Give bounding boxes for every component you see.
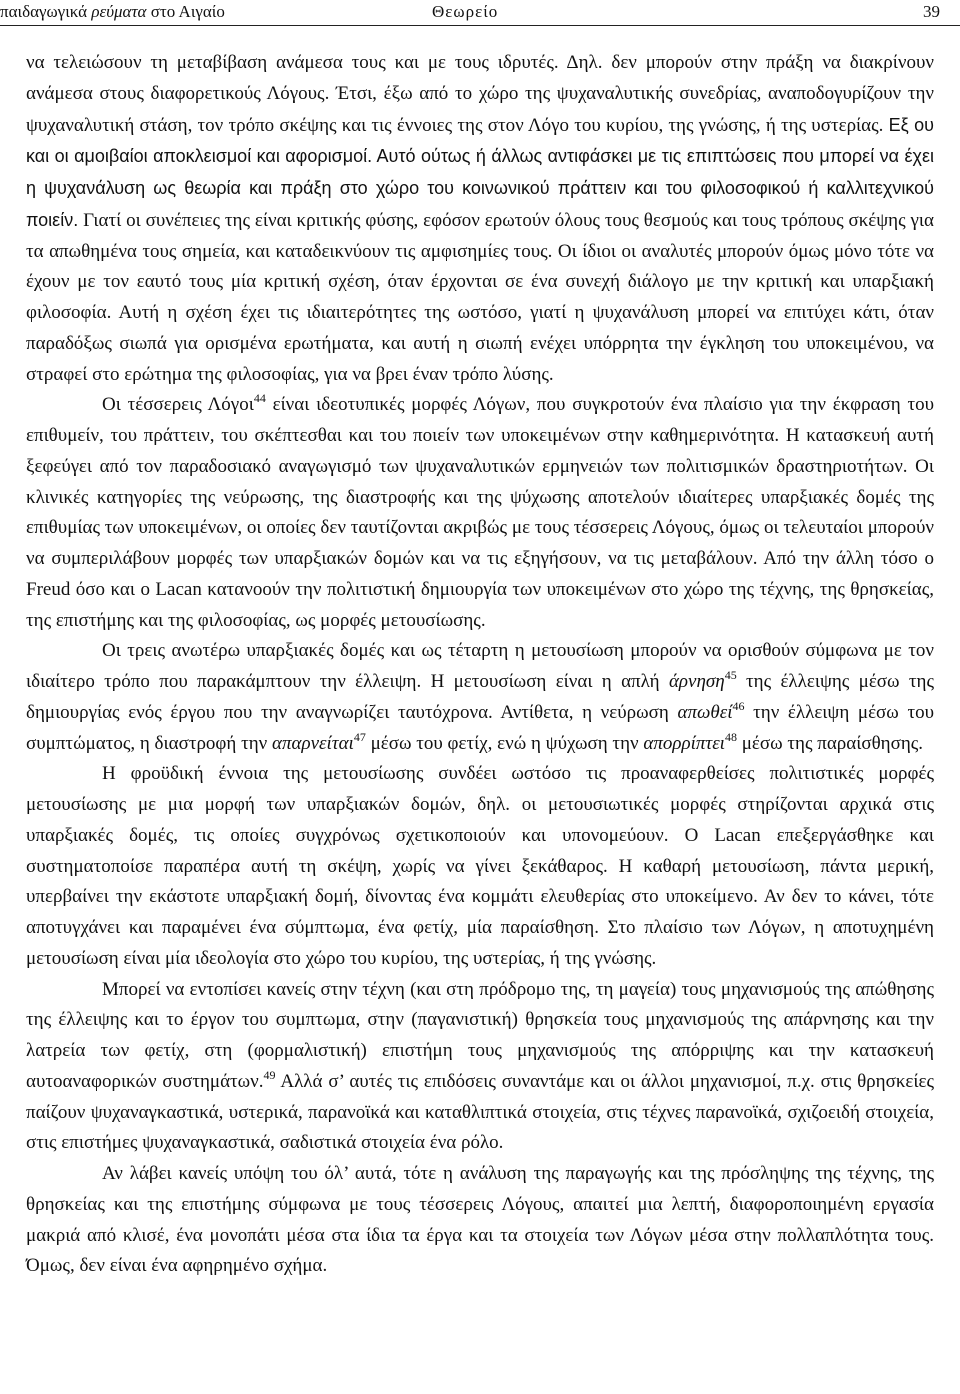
journal-title-italic: ρεύματα (91, 2, 147, 21)
paragraph-text: Οι τρεις ανωτέρω υπαρξιακές δομές και ως τέταρτη η μετουσίωση μπορούν να ορισθούν σύμφωνα με τον ιδιαίτερο τρόπο που παρακάμπτουν την έλλειψη. Η μετουσίωση είναι η απλή (26, 640, 934, 692)
footnote-ref-44[interactable]: 44 (253, 391, 266, 406)
paragraph-text: Γιατί οι συνέπειες της είναι κριτικής φύσης, εφόσον ερωτούν όλους τους θεσμούς και τους τρόπους σκέψης για τα απωθημένα τους σημεία, και καταδεικνύουν τις αμφισημίες τους. Οι ίδιοι οι αναλυτές μπορούν όμως μόνο τότε να έχουν με τον εαυτό τους μία κριτική σχέση, όταν έρχονται σε ένα συνεχή διάλογο με την κριτική και υπαρξιακή φιλοσοφία. Αυτή η σχέση έχει τις ιδιαιτερότητες της ωστόσο, γιατί η ψυχανάλυση μπορεί να επιτύχει κάτι, όταν παραδόξως σιωπά για ορισμένα ερωτήματα, και αυτή η σιωπή ενέχει υπόρρητα την έγκληση του υποκειμένου, να στραφεί στο ερώτημα της φιλοσοφίας, για να βρει έναν τρόπο λύσης. (26, 209, 934, 385)
paragraph-text: της έλλειψης μέσω της δημιουργίας ενός έργου που την αναγνωρίζει ταυτόχρονα. Αντίθετα, η νεύρωση (26, 671, 934, 723)
italic-term: απωθεί (677, 701, 733, 723)
paragraph-text: να τελειώσουν τη μεταβίβαση ανάμεσα τους και με τους ιδρυτές. Δηλ. δεν μπορούν στην πράξη να διακρίνουν ανάμεσα στους διαφορετικούς Λόγους. Έτσι, έξω από το χώρο της ψυχαναλυτικής συνεδρίας, αναποδογυρίζουν την ψυχαναλυτική στάση, τον τρόπο σκέψης και τις έννοιες της στον Λόγο του κυρίου, της γνώσης, ή της υστερίας. (26, 52, 934, 136)
journal-title (0, 0, 225, 24)
paragraph-6: Αν λάβει κανείς υπόψη του όλ’ αυτά, τότε η ανάλυση της παραγωγής και της πρόσληψης της τέχνης, της θρησκείας και της επιστήμης σύμφωνα με τους τέσσερεις Λόγους, απαιτεί μια λεπτή, διαφοροποιημένη εργασία μακριά από κλισέ, ένα μονοπάτι μέσα στα ίδια τα έργα και τα στοιχεία των Λόγων μέσα στην πολλαπλότητα τους. Όμως, δεν είναι ένα αφηρημένο σχήμα. (26, 1163, 934, 1277)
running-header (0, 0, 960, 26)
paragraph-2 (26, 390, 934, 636)
footnote-ref-47[interactable]: 47 (353, 729, 366, 744)
journal-title-part: στο Αιγαίο (146, 2, 225, 21)
footnote-ref-48[interactable]: 48 (724, 729, 737, 744)
paragraph-text: Μπορεί να εντοπίσει κανείς στην τέχνη (και στη πρόδρομο της, τη μαγεία) τους μηχανισμούς της απώθησης της έλλειψης και το έργον του συμπτωμα, στην (παγανιστική) θρησκεία τους μηχανισμούς της απάρνησης και την λατρεία των φετίχ, στη (φορμαλιστική) επιστήμη τους μηχανισμούς της απόρριψης και την κατασκευή αυτοαναφορικών συστημάτων. (26, 978, 934, 1092)
header-rule (0, 25, 960, 26)
italic-term: απαρνείται (272, 732, 354, 754)
paragraph-text: Αλλά σ’ αυτές τις επιδόσεις συναντάμε και οι άλλοι μηχανισμοί, π.χ. στις θρησκείες παίζουν ψυχαναγκαστικά, υστερικά, παρανοϊκά και καταθλιπτικά στοιχεία, στις τέχνες παρανοϊκά, σχιζοειδή στοιχεία, στις επιστήμες ψυχαναγκαστικά, σαδιστικά στοιχεία ένα ρόλο. (26, 1070, 934, 1154)
paragraph-text: μέσω της παραίσθησης. (736, 732, 924, 754)
footnote-ref-49[interactable]: 49 (263, 1067, 276, 1082)
italic-term: άρνηση (668, 671, 725, 692)
paragraph-text: Οι τέσσερεις Λόγοι (102, 394, 254, 416)
paragraph-text: την έλλειψη μέσω του συμπτώματος, η διαστροφή την (26, 701, 934, 754)
paragraph-3 (26, 636, 934, 759)
page-number: 39 (923, 2, 940, 21)
paragraph-text: μέσω του φετίχ, ενώ η ψύχωση την (365, 732, 644, 754)
footnote-ref-45[interactable]: 45 (724, 668, 737, 682)
footnote-ref-46[interactable]: 46 (732, 698, 745, 713)
paragraph-1 (26, 48, 934, 390)
section-title: Θεωρείο (432, 2, 499, 21)
body-text (26, 48, 934, 1282)
paragraph-text: είναι ιδεοτυπικές μορφές Λόγων, που συγκροτούν ένα πλαίσιο για την έκφραση του επιθυμείν, του πράττειν, του σκέπτεσθαι και του ποιείν των υποκειμένων στην καθημερινότητα. Η κατασκευή αυτή ξεφεύγει από τον παραδοσιακό αναγωγισμό των ψυχαναλυτικών ερμηνειών των πολιτισμικών δραστηριοτήτων. Οι κλινικές κατηγορίες της νεύρωσης, της διαστροφής και της ψύχωσης αποτελούν ιδιαίτερες υπαρξιακές δομές της επιθυμίας των υποκειμένων, οι οποίες δεν ταυτίζονται ακριβώς με τους τέσσερεις Λόγους, όμως οι τελευταίοι μπορούν να συμπεριλάβουν μορφές των υπαρξιακών δομών και να τις εξηγήσουν, να τις μεταβάλουν. Από την άλλη τόσο ο Freud όσο και ο Lacan κατανοούν την πολιτιστική δημιουργία των υποκειμένων στο χώρο της τέχνης, της θρησκείας, της επιστήμης και της φιλοσοφίας, ως μορφές μετουσίωσης. (26, 394, 934, 631)
paragraph-4: Η φροϋδική έννοια της μετουσίωσης συνδέει ωστόσο τις προαναφερθείσες πολιτιστικές μορφές μετουσίωσης με μια μορφή των υπαρξιακών δομών, δηλ. οι μετουσιωτικές μορφές στηρίζονται αρχικά στις υπαρξιακές δομές, τις οποίες συγχρόνως σχετικοποιούν και υπονομεύουν. Ο Lacan επεξεργάσθηκε και συστηματοποίσε παραπέρα αυτή τη σκέψη, χωρίς να γίνει ξεκάθαρος. Η καθαρή μετουσίωση, πάντα μερική, υπερβαίνει την εκάστοτε υπαρξιακή δομή, δίνοντας ένα κομμάτι ελευθερίας στο υποκείμενο. Αν δεν το κάνει, τότε αποτυγχάνει και παραμένει ένα σύμπτωμα, ένα φετίχ, μία παραίσθηση. Στο πλαίσιο των Λόγων, η αποτυχημένη μετουσίωση είναι μία ιδεολογία στο χώρο του κυρίου, της υστερίας, ή της γνώσης. (26, 763, 934, 969)
journal-title-part: παιδαγωγικά (0, 2, 92, 21)
paragraph-5 (26, 975, 934, 1160)
italic-term: απορρίπτει (643, 732, 725, 754)
paragraph-text-sans: Εξ ου και οι αμοιβαίοι αποκλεισμοί και αφορισμοί. Αυτό ούτως ή άλλως αντιφάσκει με τις επιπτώσεις που μπορεί να έχει η ψυχανάλυση ως θεωρία και πράξη στο χώρο του κοινωνικού πράττειν και του φιλοσοφικού ή καλλιτεχνικού ποιείν. (26, 114, 934, 230)
